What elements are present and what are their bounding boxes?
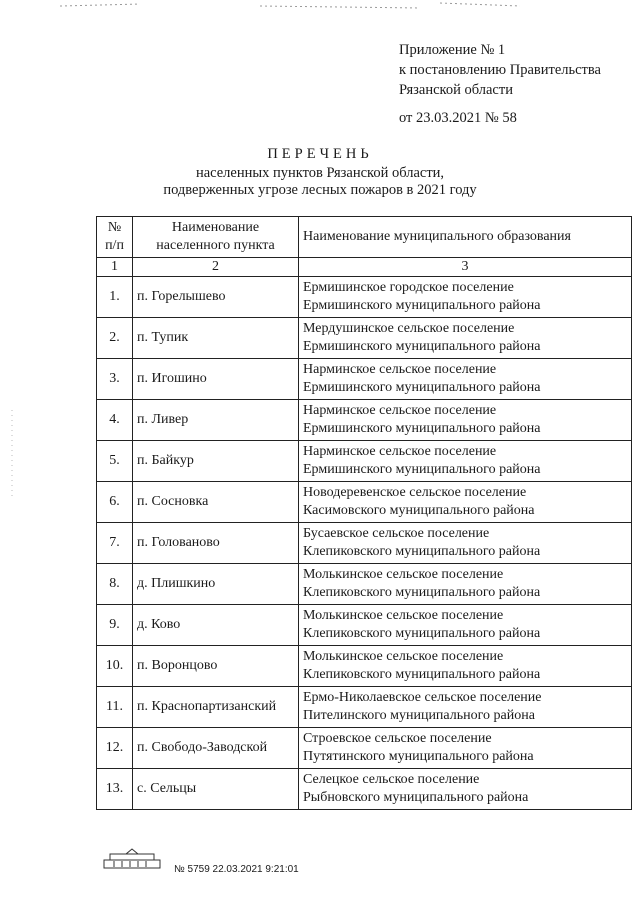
municipality-district: Ермишинского муниципального района [303, 298, 541, 313]
row-number: 9. [97, 605, 133, 646]
table-row [97, 728, 632, 769]
building-stamp-icon [100, 848, 164, 870]
settlement-name: п. Игошино [133, 359, 299, 400]
municipality-settlement: Нарминское сельское поселение [303, 403, 497, 418]
table-row [97, 523, 632, 564]
row-number: 6. [97, 482, 133, 523]
municipality-settlement: Нарминское сельское поселение [303, 362, 497, 377]
settlement-name: п. Краснопартизанский [133, 687, 299, 728]
appendix-line-2: к постановлению Правительства [399, 62, 601, 78]
municipality-settlement: Ермо-Николаевское сельское поселение [303, 690, 542, 705]
municipality-cell [299, 359, 632, 400]
row-number: 4. [97, 400, 133, 441]
appendix-date: от 23.03.2021 № 58 [399, 110, 517, 126]
municipality-district: Пителинского муниципального района [303, 708, 535, 723]
column-index-3: 3 [299, 258, 632, 277]
municipality-cell [299, 769, 632, 810]
municipality-district: Путятинского муниципального района [303, 749, 534, 764]
settlement-name: п. Тупик [133, 318, 299, 359]
municipality-settlement: Нарминское сельское поселение [303, 444, 497, 459]
row-number: 11. [97, 687, 133, 728]
municipality-district: Ермишинского муниципального района [303, 380, 541, 395]
table-row [97, 277, 632, 318]
document-title [0, 146, 640, 199]
municipality-settlement: Молькинское сельское поселение [303, 649, 504, 664]
municipality-cell [299, 605, 632, 646]
table-row [97, 400, 632, 441]
header-num: № п/п [97, 217, 133, 258]
title-heading: ПЕРЕЧЕНЬ [267, 146, 373, 162]
column-index-row [97, 258, 632, 277]
municipality-district: Ермишинского муниципального района [303, 339, 541, 354]
settlement-name: п. Свободо-Заводской [133, 728, 299, 769]
municipality-district: Клепиковского муниципального района [303, 585, 541, 600]
municipality-settlement: Бусаевское сельское поселение [303, 526, 490, 541]
municipality-district: Клепиковского муниципального района [303, 626, 541, 641]
appendix-line-3: Рязанской области [399, 82, 513, 98]
municipality-settlement: Мердушинское сельское поселение [303, 321, 515, 336]
municipality-cell [299, 564, 632, 605]
row-number: 12. [97, 728, 133, 769]
municipality-district: Рыбновского муниципального района [303, 790, 529, 805]
municipality-settlement: Молькинское сельское поселение [303, 608, 504, 623]
row-number: 2. [97, 318, 133, 359]
municipality-cell [299, 441, 632, 482]
municipality-settlement: Строевское сельское поселение [303, 731, 492, 746]
column-index-1: 1 [97, 258, 133, 277]
table-header-row [97, 217, 632, 258]
table-row [97, 605, 632, 646]
row-number: 3. [97, 359, 133, 400]
municipality-district: Касимовского муниципального района [303, 503, 535, 518]
municipality-cell [299, 482, 632, 523]
appendix-line-1: Приложение № 1 [399, 42, 506, 58]
municipality-district: Ермишинского муниципального района [303, 421, 541, 436]
settlement-name: п. Сосновка [133, 482, 299, 523]
municipality-district: Клепиковского муниципального района [303, 544, 541, 559]
table-row [97, 769, 632, 810]
table-row [97, 441, 632, 482]
municipality-settlement: Новодеревенское сельское поселение [303, 485, 527, 500]
title-line-2: подверженных угрозе лесных пожаров в 2021 году [163, 182, 477, 198]
settlement-name: п. Ливер [133, 400, 299, 441]
row-number: 13. [97, 769, 133, 810]
row-number: 8. [97, 564, 133, 605]
settlement-name: п. Горелышево [133, 277, 299, 318]
table-row [97, 646, 632, 687]
settlement-name: д. Плишкино [133, 564, 299, 605]
settlement-name: п. Голованово [133, 523, 299, 564]
row-number: 1. [97, 277, 133, 318]
registration-number: № 5759 22.03.2021 9:21:01 [174, 864, 299, 875]
header-municipality: Наименование муниципального образования [299, 217, 632, 258]
municipality-cell [299, 728, 632, 769]
header-name: Наименование населенного пункта [133, 217, 299, 258]
settlement-name: с. Сельцы [133, 769, 299, 810]
table-row [97, 482, 632, 523]
municipality-cell [299, 687, 632, 728]
settlement-name: п. Воронцово [133, 646, 299, 687]
settlement-name: д. Ково [133, 605, 299, 646]
appendix-header [399, 40, 601, 128]
row-number: 7. [97, 523, 133, 564]
municipality-settlement: Селецкое сельское поселение [303, 772, 480, 787]
table-row [97, 359, 632, 400]
settlements-table [96, 216, 632, 810]
municipality-district: Клепиковского муниципального района [303, 667, 541, 682]
table-row [97, 318, 632, 359]
settlement-name: п. Байкур [133, 441, 299, 482]
municipality-settlement: Ермишинское городское поселение [303, 280, 514, 295]
column-index-2: 2 [133, 258, 299, 277]
municipality-cell [299, 646, 632, 687]
municipality-district: Ермишинского муниципального района [303, 462, 541, 477]
row-number: 5. [97, 441, 133, 482]
municipality-cell [299, 318, 632, 359]
title-line-1: населенных пунктов Рязанской области, [195, 165, 445, 181]
municipality-cell [299, 400, 632, 441]
table-row [97, 687, 632, 728]
row-number: 10. [97, 646, 133, 687]
municipality-cell [299, 523, 632, 564]
municipality-settlement: Молькинское сельское поселение [303, 567, 504, 582]
table-row [97, 564, 632, 605]
municipality-cell [299, 277, 632, 318]
